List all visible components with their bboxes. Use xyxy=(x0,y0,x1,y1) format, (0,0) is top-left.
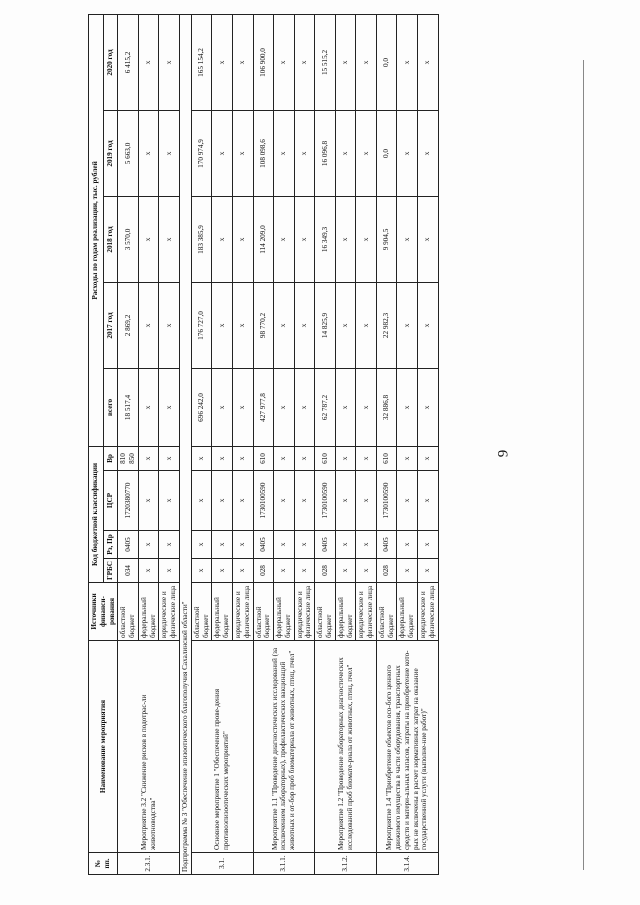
cell-y2019: x xyxy=(159,110,180,196)
cell-rzpr: 0405 xyxy=(253,531,274,559)
cell-grbs: x xyxy=(232,559,253,583)
cell-vr: x xyxy=(232,446,253,470)
cell-y2018: x xyxy=(159,196,180,282)
row-number: 3.1.4. xyxy=(376,853,438,875)
cell-y2018: 3 570,0 xyxy=(118,196,139,282)
rotated-table-container xyxy=(88,15,613,875)
cell-total: x xyxy=(418,368,439,446)
table-row xyxy=(191,14,212,874)
cell-rzpr: x xyxy=(138,531,159,559)
header-num: № пп. xyxy=(89,853,118,875)
cell-rzpr: x xyxy=(397,531,418,559)
table-body xyxy=(118,14,438,874)
cell-y2017: x xyxy=(159,282,180,368)
cell-csr: x xyxy=(138,471,159,531)
cell-y2017: x xyxy=(418,282,439,368)
cell-source: федеральный бюджет xyxy=(397,583,418,641)
cell-source: областной бюджет xyxy=(118,583,139,641)
cell-source: юридические и физические лица xyxy=(418,583,439,641)
cell-y2017: x xyxy=(397,282,418,368)
cell-y2018: x xyxy=(274,196,295,282)
cell-y2019: x xyxy=(232,110,253,196)
cell-y2018: 9 904,5 xyxy=(376,196,397,282)
page-number: 9 xyxy=(495,449,512,458)
row-number: 3.1. xyxy=(191,853,253,875)
cell-vr: x xyxy=(397,446,418,470)
cell-y2018: x xyxy=(335,196,356,282)
header-rzpr: Рз, Пр xyxy=(103,531,118,559)
cell-y2018: 16 349,3 xyxy=(315,196,336,282)
cell-csr: 1730100590 xyxy=(253,471,274,531)
cell-rzpr: x xyxy=(418,531,439,559)
cell-total: x xyxy=(294,368,315,446)
header-2017: 2017 год xyxy=(103,282,118,368)
cell-vr: 610 xyxy=(315,446,336,470)
cell-source: областной бюджет xyxy=(191,583,212,641)
cell-csr: 1720380770 xyxy=(118,471,139,531)
cell-y2018: x xyxy=(138,196,159,282)
cell-total: x xyxy=(138,368,159,446)
cell-y2017: 14 825,9 xyxy=(315,282,336,368)
table-row xyxy=(253,14,274,874)
cell-y2019: 5 663,0 xyxy=(118,110,139,196)
cell-rzpr: x xyxy=(335,531,356,559)
cell-grbs: 034 xyxy=(118,559,139,583)
cell-y2018: 114 209,0 xyxy=(253,196,274,282)
cell-grbs: x xyxy=(212,559,233,583)
cell-vr: x xyxy=(335,446,356,470)
cell-y2020: x xyxy=(232,14,253,110)
cell-source: федеральный бюджет xyxy=(274,583,295,641)
cell-total: 696 242,0 xyxy=(191,368,212,446)
cell-y2020: x xyxy=(397,14,418,110)
cell-y2019: 0,0 xyxy=(376,110,397,196)
cell-total: x xyxy=(397,368,418,446)
cell-rzpr: x xyxy=(294,531,315,559)
cell-rzpr: x xyxy=(191,531,212,559)
cell-total: 18 517,4 xyxy=(118,368,139,446)
cell-y2018: x xyxy=(356,196,377,282)
cell-grbs: x xyxy=(191,559,212,583)
cell-y2020: 15 515,2 xyxy=(315,14,336,110)
header-grbs: ГРБС xyxy=(103,559,118,583)
cell-y2020: x xyxy=(274,14,295,110)
row-number: 3.1.1. xyxy=(253,853,315,875)
cell-y2017: 2 869,2 xyxy=(118,282,139,368)
header-2018: 2018 год xyxy=(103,196,118,282)
cell-rzpr: x xyxy=(159,531,180,559)
cell-y2020: x xyxy=(212,14,233,110)
cell-y2020: 6 415,2 xyxy=(118,14,139,110)
cell-y2020: x xyxy=(138,14,159,110)
cell-csr: x xyxy=(274,471,295,531)
cell-vr: x xyxy=(138,446,159,470)
cell-source: федеральный бюджет xyxy=(138,583,159,641)
cell-vr: x xyxy=(418,446,439,470)
table-row xyxy=(118,14,139,874)
cell-grbs: x xyxy=(138,559,159,583)
cell-grbs: x xyxy=(274,559,295,583)
cell-grbs: 028 xyxy=(315,559,336,583)
cell-y2017: x xyxy=(232,282,253,368)
cell-vr: 610 xyxy=(376,446,397,470)
cell-y2020: x xyxy=(335,14,356,110)
header-total: всего xyxy=(103,368,118,446)
cell-vr: x xyxy=(294,446,315,470)
cell-rzpr: 0405 xyxy=(315,531,336,559)
subprogram-title: Подпрограмма № 3 "Обеспечение эпизоотического благополучия Сахалинской области" xyxy=(180,14,192,874)
cell-rzpr: x xyxy=(212,531,233,559)
cell-total: x xyxy=(335,368,356,446)
cell-y2019: x xyxy=(356,110,377,196)
cell-y2018: x xyxy=(397,196,418,282)
cell-grbs: x xyxy=(356,559,377,583)
activity-name: Основное мероприятие 1 "Обеспечение прове-дения противоэпизоотических мероприятий" xyxy=(191,641,253,853)
cell-vr: x xyxy=(212,446,233,470)
cell-y2017: x xyxy=(356,282,377,368)
cell-y2017: x xyxy=(294,282,315,368)
row-number: 2.3.1. xyxy=(118,853,180,875)
cell-y2018: 183 385,9 xyxy=(191,196,212,282)
cell-total: x xyxy=(356,368,377,446)
cell-source: областной бюджет xyxy=(376,583,397,641)
cell-y2020: 0,0 xyxy=(376,14,397,110)
budget-table xyxy=(88,14,439,875)
cell-y2020: x xyxy=(356,14,377,110)
cell-grbs: x xyxy=(159,559,180,583)
row-number: 3.1.2. xyxy=(315,853,377,875)
cell-y2017: x xyxy=(274,282,295,368)
cell-rzpr: 0405 xyxy=(118,531,139,559)
cell-y2018: x xyxy=(294,196,315,282)
cell-source: областной бюджет xyxy=(253,583,274,641)
cell-source: юридические и физические лица xyxy=(294,583,315,641)
cell-y2017: 22 982,3 xyxy=(376,282,397,368)
cell-total: x xyxy=(212,368,233,446)
cell-y2020: 165 154,2 xyxy=(191,14,212,110)
cell-vr: x xyxy=(356,446,377,470)
cell-vr: 810 850 xyxy=(118,446,139,470)
cell-y2019: x xyxy=(274,110,295,196)
cell-y2017: 176 727,0 xyxy=(191,282,212,368)
cell-vr: x xyxy=(191,446,212,470)
cell-vr: x xyxy=(159,446,180,470)
table-row xyxy=(315,14,336,874)
table-row xyxy=(376,14,397,874)
header-2020: 2020 год xyxy=(103,14,118,110)
cell-source: федеральный бюджет xyxy=(335,583,356,641)
cell-vr: x xyxy=(274,446,295,470)
cell-y2019: x xyxy=(294,110,315,196)
cell-rzpr: x xyxy=(274,531,295,559)
cell-grbs: x xyxy=(294,559,315,583)
cell-y2020: x xyxy=(159,14,180,110)
cell-vr: 610 xyxy=(253,446,274,470)
cell-source: федеральный бюджет xyxy=(212,583,233,641)
cell-csr: x xyxy=(232,471,253,531)
cell-grbs: x xyxy=(397,559,418,583)
cell-y2020: x xyxy=(294,14,315,110)
cell-csr: x xyxy=(294,471,315,531)
cell-grbs: x xyxy=(418,559,439,583)
cell-y2019: 170 974,9 xyxy=(191,110,212,196)
cell-y2019: x xyxy=(418,110,439,196)
cell-y2017: x xyxy=(138,282,159,368)
header-row-1 xyxy=(89,14,104,874)
cell-csr: x xyxy=(397,471,418,531)
activity-name: Мероприятие 1.1 "Проведение диагностических исследований (за исключением лабораторных), профилактических вакцинаций животных и от-бор проб биоматериала от животных, птиц, пчел" xyxy=(253,641,315,853)
cell-total: x xyxy=(274,368,295,446)
cell-y2019: x xyxy=(212,110,233,196)
cell-source: юридические и физические лица xyxy=(356,583,377,641)
cell-source: юридические и физические лица xyxy=(159,583,180,641)
cell-y2020: 106 900,0 xyxy=(253,14,274,110)
cell-y2017: x xyxy=(212,282,233,368)
subprogram-row xyxy=(180,14,192,874)
cell-csr: x xyxy=(159,471,180,531)
header-code-group: Код бюджетной классификации xyxy=(89,446,104,582)
cell-total: 427 977,8 xyxy=(253,368,274,446)
cell-grbs: 028 xyxy=(253,559,274,583)
cell-y2019: x xyxy=(335,110,356,196)
cell-csr: 1730100590 xyxy=(315,471,336,531)
cell-y2018: x xyxy=(232,196,253,282)
cell-total: 32 886,8 xyxy=(376,368,397,446)
header-2019: 2019 год xyxy=(103,110,118,196)
activity-name: Мероприятие 3.2 "Снижение рисков в подотрас-ли животноводства" xyxy=(118,641,180,853)
cell-y2017: x xyxy=(335,282,356,368)
cell-y2019: 108 098,6 xyxy=(253,110,274,196)
cell-y2017: 98 770,2 xyxy=(253,282,274,368)
cell-source: областной бюджет xyxy=(315,583,336,641)
cell-y2018: x xyxy=(418,196,439,282)
cell-csr: x xyxy=(212,471,233,531)
cell-source: юридические и физические лица xyxy=(232,583,253,641)
cell-total: x xyxy=(232,368,253,446)
cell-csr: x xyxy=(418,471,439,531)
cell-y2019: 16 096,8 xyxy=(315,110,336,196)
header-expenses-group: Расходы по годам реализации, тыс. рублей xyxy=(89,14,104,446)
cell-rzpr: 0405 xyxy=(376,531,397,559)
header-name: Наименование мероприятия xyxy=(89,641,118,853)
cell-grbs: 028 xyxy=(376,559,397,583)
cell-csr: 1730100590 xyxy=(376,471,397,531)
header-vr: Вр xyxy=(103,446,118,470)
cell-csr: x xyxy=(191,471,212,531)
cell-total: x xyxy=(159,368,180,446)
cell-csr: x xyxy=(335,471,356,531)
cell-rzpr: x xyxy=(356,531,377,559)
activity-name: Мероприятие 1.2 "Проведение лабораторных диагностических исследований проб биомате-риала от животных, птиц, пчел" xyxy=(315,641,377,853)
cell-rzpr: x xyxy=(232,531,253,559)
cell-total: 62 787,2 xyxy=(315,368,336,446)
cell-grbs: x xyxy=(335,559,356,583)
cell-y2020: x xyxy=(418,14,439,110)
header-source: Источники финанси-рования xyxy=(89,583,118,641)
cell-y2019: x xyxy=(397,110,418,196)
activity-name: Мероприятие 1.4 "Приобретение объектов осо-бого ценного движимого имущества в части оборудования, транспортных средств и матери-альных запасов, затраты на приобретение кото-рых не включены в расчет нормативных затрат на оказание государственной услуги (выполне-ние работ)" xyxy=(376,641,438,853)
cell-csr: x xyxy=(356,471,377,531)
cell-y2018: x xyxy=(212,196,233,282)
cell-y2019: x xyxy=(138,110,159,196)
header-csr: ЦСР xyxy=(103,471,118,531)
